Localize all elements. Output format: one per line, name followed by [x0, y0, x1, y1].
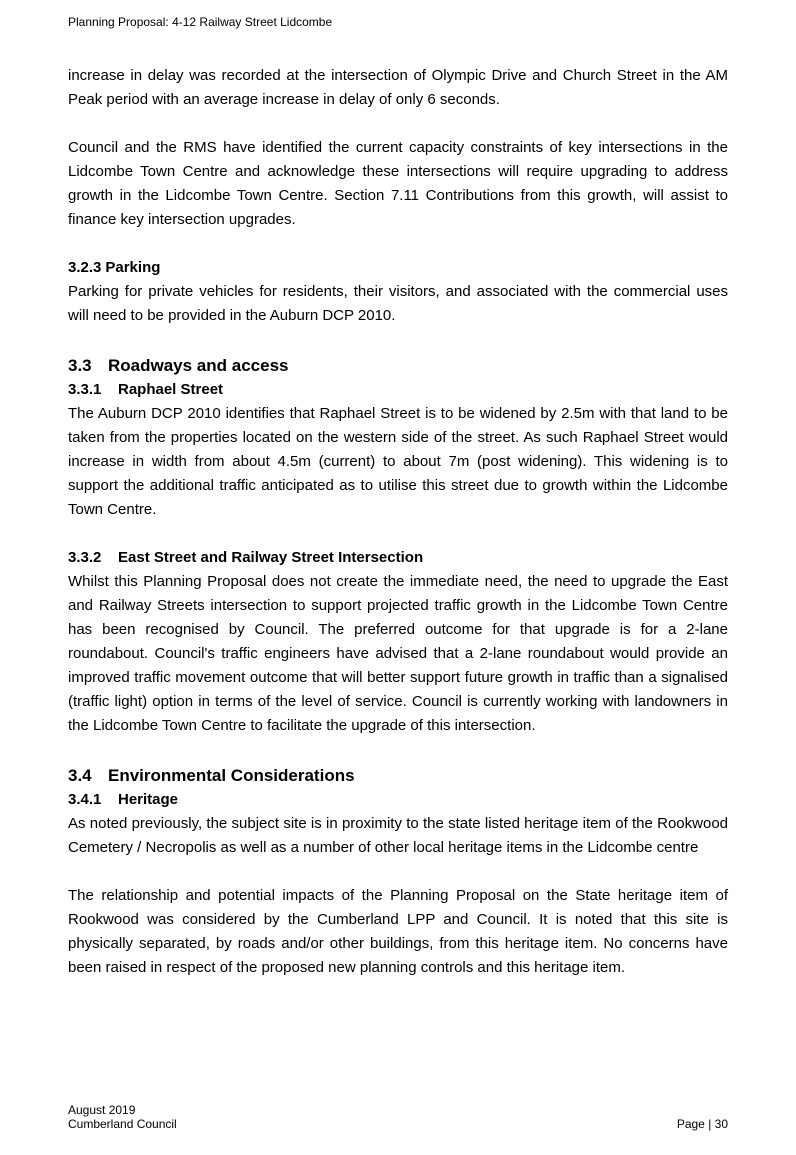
- heading-title: Roadways and access: [108, 356, 289, 375]
- heading-number: 3.3.1: [68, 381, 102, 398]
- heading-title: East Street and Railway Street Intersection: [118, 549, 424, 566]
- paragraph-heritage-2: The relationship and potential impacts of the Planning Proposal on the State heritage item of Rookwood was considered by the Cumberland LPP and Council. It is noted that this site is physically separated, by roads and/or other buildings, from this heritage item. No concerns have been raised in respect of the proposed new planning controls and this heritage item.: [68, 887, 728, 976]
- paragraph-delay: increase in delay was recorded at the intersection of Olympic Drive and Church Street in the AM Peak period with an average increase in delay of only 6 seconds.: [68, 67, 728, 108]
- heading-number: 3.4: [68, 766, 92, 785]
- paragraph-council-rms: Council and the RMS have identified the current capacity constraints of key intersections in the Lidcombe Town Centre and acknowledge these intersections will require upgrading to address growth in the Lidcombe Town Centre. Section 7.11 Contributions from this growth, will assist to finance key intersection upgrades.: [68, 139, 728, 228]
- paragraph-east-railway-intersection: Whilst this Planning Proposal does not create the immediate need, the need to upgrade the East and Railway Streets intersection to support projected traffic growth in the Lidcombe Town Centre has been recognised by Council. The preferred outcome for that upgrade is for a 2-lane roundabout. Council's traffic engineers have advised that a 2-lane roundabout would provide an improved traffic movement outcome that will better support future growth in traffic than a signalised (traffic light) option in terms of the level of service. Council is currently working with landowners in the Lidcombe Town Centre to facilitate the upgrade of this intersection.: [68, 573, 728, 734]
- footer-date: August 2019: [68, 1103, 136, 1117]
- document-body: [68, 64, 728, 980]
- heading-3-4-1: [68, 788, 728, 812]
- heading-title: Environmental Considerations: [108, 766, 355, 785]
- heading-number: 3.4.1: [68, 791, 102, 808]
- page-header: [68, 14, 332, 30]
- heading-number: 3.3.2: [68, 549, 102, 566]
- heading-number: 3.2.3: [68, 259, 102, 276]
- page-number: Page | 30: [676, 1117, 728, 1131]
- heading-3-2-3: [68, 256, 728, 280]
- heading-title: Raphael Street: [118, 381, 224, 398]
- paragraph-raphael-street: The Auburn DCP 2010 identifies that Raphael Street is to be widened by 2.5m with that land to be taken from the properties located on the western side of the street. As such Raphael Street would increase in width from about 4.5m (current) to about 7m (post widening). This widening is to support the additional traffic anticipated as to utilise this street due to growth within the Lidcombe Town Centre.: [68, 405, 728, 518]
- paragraph-heritage-1: As noted previously, the subject site is in proximity to the state listed heritage item of the Rookwood Cemetery / Necropolis as well as a number of other local heritage items in the Lidcombe centre: [68, 815, 728, 856]
- heading-title: Heritage: [118, 791, 179, 808]
- page-footer: [68, 1103, 728, 1131]
- document-title: Planning Proposal: 4-12 Railway Street Lidcombe: [68, 15, 333, 29]
- paragraph-parking: Parking for private vehicles for residents, their visitors, and associated with the commercial uses will need to be provided in the Auburn DCP 2010.: [68, 283, 728, 324]
- heading-3-3-2: [68, 546, 728, 570]
- footer-organisation: Cumberland Council: [68, 1117, 177, 1131]
- heading-number: 3.3: [68, 356, 92, 375]
- heading-title: Parking: [105, 259, 161, 276]
- heading-3-3: [68, 354, 728, 378]
- heading-3-4: [68, 764, 728, 788]
- heading-3-3-1: [68, 378, 728, 402]
